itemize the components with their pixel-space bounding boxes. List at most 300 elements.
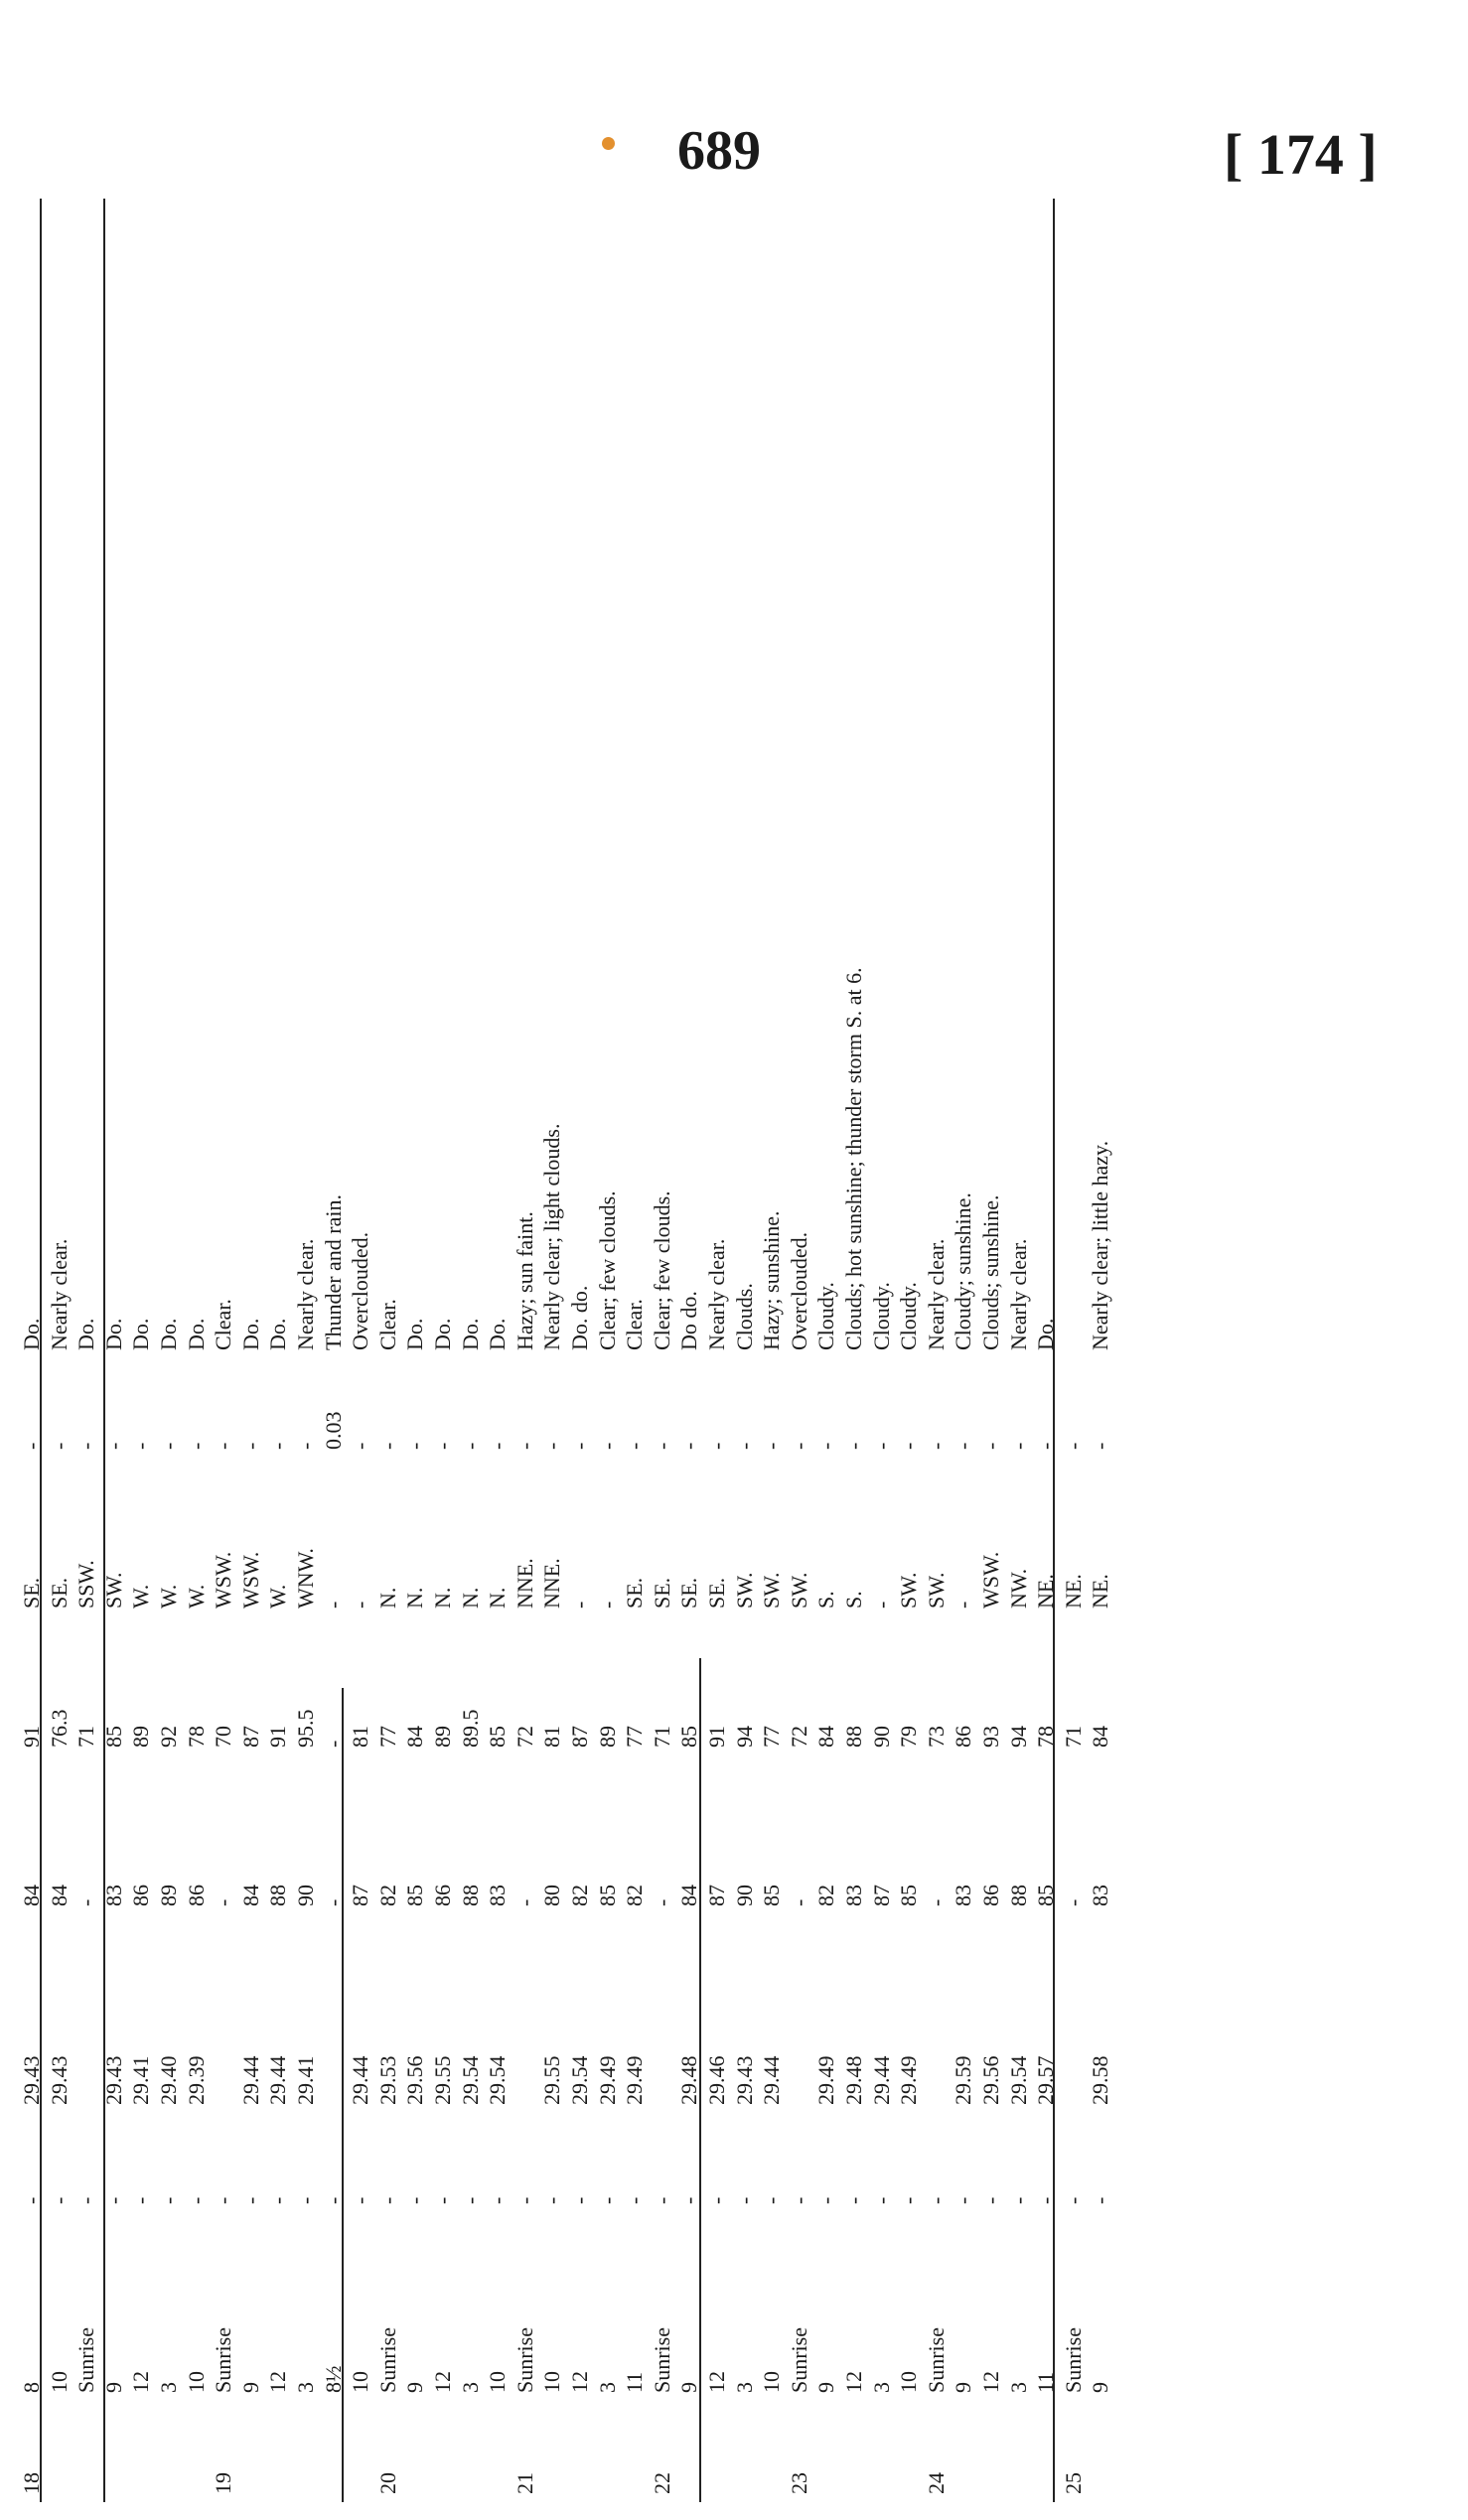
cell-rain: - [731, 1442, 757, 1450]
cell-wind: N. [374, 1587, 400, 1609]
cell-weather: Do. [402, 1318, 428, 1350]
page-number: 689 [677, 120, 761, 182]
cell-rain: - [374, 1442, 400, 1450]
cell-rain: - [293, 1442, 318, 1450]
cell-barometer: 29.54 [567, 2055, 592, 2105]
cell-rain: - [237, 1442, 263, 1450]
cell-therm-mark: - [430, 2196, 455, 2204]
cell-wind: N. [457, 1587, 483, 1609]
cell-t-in: - [786, 1898, 811, 1906]
cell-barometer [512, 1966, 539, 2105]
table-row [100, 199, 128, 2502]
cell-weather: Do. [430, 1318, 455, 1350]
cell-t-out: 81 [539, 1726, 565, 1748]
cell-day: 18 [19, 2472, 44, 2494]
cell-barometer: 29.40 [156, 2055, 181, 2105]
cell-wind: SE. [649, 1577, 674, 1609]
cell-barometer: 29.59 [951, 2055, 976, 2105]
cell-t-in: 85 [594, 1885, 620, 1906]
cell-t-out: 84 [1088, 1726, 1113, 1748]
cell-barometer: 29.56 [402, 2055, 428, 2105]
cell-rain: - [923, 1442, 949, 1450]
cell-barometer: 29.56 [978, 2055, 1003, 2105]
cell-t-out: 88 [841, 1726, 866, 1748]
cell-rain: - [759, 1442, 785, 1450]
cell-t-in: - [73, 1898, 99, 1906]
cell-t-in: 90 [731, 1885, 757, 1906]
cell-therm-mark: - [457, 2196, 483, 2204]
table-row [538, 199, 566, 2502]
cell-t-in: 90 [293, 1885, 318, 1906]
cell-therm-mark: - [293, 2196, 318, 2204]
cell-t-out: 78 [183, 1726, 209, 1748]
cell-therm-mark: - [539, 2196, 565, 2204]
cell-therm-mark: - [676, 2196, 702, 2204]
cell-t-out: - [320, 1740, 346, 1748]
cell-t-out: 91 [265, 1726, 291, 1748]
cell-day [731, 2405, 759, 2494]
cell-rain: - [430, 1442, 455, 1450]
table-row [374, 199, 402, 2502]
cell-t-out: 85 [100, 1726, 126, 1748]
cell-wind: WSW. [237, 1551, 263, 1609]
cell-wind: NE. [1060, 1574, 1086, 1609]
cell-time: Sunrise [1060, 2327, 1086, 2393]
cell-day [594, 2405, 622, 2494]
cell-barometer: 29.44 [237, 2055, 263, 2105]
cell-weather: Do. [265, 1318, 291, 1350]
cell-barometer [786, 1966, 813, 2105]
cell-t-out: 90 [868, 1726, 894, 1748]
cell-therm-mark: - [649, 2196, 674, 2204]
cell-t-in: 86 [978, 1885, 1003, 1906]
cell-day [621, 2405, 649, 2494]
cell-day: 19 [211, 2472, 236, 2494]
cell-barometer [1060, 1966, 1088, 2105]
cell-time: 10 [348, 2371, 373, 2393]
cell-time: 12 [430, 2371, 455, 2393]
cell-wind: N. [402, 1587, 428, 1609]
cell-t-in: 86 [128, 1885, 154, 1906]
cell-weather: Thunder and rain. [320, 1194, 346, 1350]
cell-barometer: 29.54 [485, 2055, 511, 2105]
cell-day [758, 2405, 786, 2494]
cell-time: 9 [100, 2382, 126, 2393]
cell-wind: SW. [759, 1572, 785, 1609]
cell-therm-mark: - [567, 2196, 592, 2204]
cell-therm-mark: - [402, 2196, 428, 2204]
cell-t-out: 85 [676, 1726, 702, 1748]
cell-wind: W. [128, 1584, 154, 1609]
cell-t-in: 87 [704, 1885, 729, 1906]
cell-therm-mark: - [951, 2196, 976, 2204]
cell-barometer: 29.43 [100, 2055, 126, 2105]
cell-day: 24 [923, 2472, 949, 2494]
cell-time: 10 [183, 2371, 209, 2393]
cell-t-in: 84 [19, 1885, 44, 1906]
table-row [155, 199, 183, 2502]
cell-t-out: 81 [348, 1726, 373, 1748]
cell-t-out: 76.3 [46, 1709, 72, 1748]
cell-rain: - [46, 1442, 72, 1450]
table-row [18, 199, 46, 2502]
cell-therm-mark: - [731, 2196, 757, 2204]
cell-therm-mark: - [265, 2196, 291, 2204]
cell-day [155, 2405, 183, 2494]
ink-dot [602, 137, 615, 150]
cell-barometer: 29.43 [46, 2055, 72, 2105]
cell-t-out: 72 [512, 1726, 537, 1748]
cell-t-out: 87 [567, 1726, 592, 1748]
cell-rain: - [211, 1442, 236, 1450]
cell-day [950, 2405, 977, 2494]
table-row [675, 199, 703, 2502]
cell-weather: Do do. [676, 1291, 702, 1350]
cell-rain: - [813, 1442, 839, 1450]
cell-t-out: 89 [128, 1726, 154, 1748]
cell-barometer: 29.55 [539, 2055, 565, 2105]
cell-time: Sunrise [374, 2327, 400, 2393]
cell-day: 25 [1060, 2472, 1086, 2494]
cell-weather: Do. [128, 1318, 154, 1350]
cell-therm-mark: - [46, 2196, 72, 2204]
cell-t-in: 80 [539, 1885, 565, 1906]
table-row [594, 199, 622, 2502]
table-row [923, 199, 951, 2502]
cell-rain: - [539, 1442, 565, 1450]
cell-day [73, 2405, 100, 2494]
cell-rain: - [265, 1442, 291, 1450]
cell-time: 9 [1088, 2382, 1113, 2393]
cell-weather: Clouds; sunshine. [978, 1194, 1003, 1350]
cell-therm-mark: - [923, 2196, 949, 2204]
cell-therm-mark: - [211, 2196, 236, 2204]
cell-barometer: 29.46 [704, 2055, 729, 2105]
cell-barometer [73, 1966, 100, 2105]
cell-rain: - [100, 1442, 126, 1450]
table-row [210, 199, 237, 2502]
cell-time: 12 [567, 2371, 592, 2393]
cell-time: 12 [704, 2371, 729, 2393]
table-row [264, 199, 292, 2502]
cell-t-out: 93 [978, 1726, 1003, 1748]
cell-t-out: 79 [896, 1726, 922, 1748]
cell-time: 8 [19, 2382, 44, 2393]
table-row [237, 199, 265, 2502]
cell-wind: W. [183, 1584, 209, 1609]
table-row [621, 199, 649, 2502]
cell-day [703, 2405, 731, 2494]
table-row [429, 199, 457, 2502]
cell-rain: - [649, 1442, 674, 1450]
cell-t-out: 84 [402, 1726, 428, 1748]
cell-t-out: 71 [649, 1726, 674, 1748]
cell-time: 12 [128, 2371, 154, 2393]
cell-time: Sunrise [649, 2327, 674, 2393]
cell-time: 3 [868, 2382, 894, 2393]
cell-time: 10 [485, 2371, 511, 2393]
cell-time: Sunrise [786, 2327, 811, 2393]
table-row [1060, 199, 1088, 2502]
cell-wind: NNE. [512, 1558, 537, 1609]
table-row [484, 199, 512, 2502]
cell-wind: WSW. [978, 1551, 1003, 1609]
cell-barometer: 29.48 [676, 2055, 702, 2105]
cell-barometer: 29.54 [457, 2055, 483, 2105]
cell-time: 10 [539, 2371, 565, 2393]
table-row [1087, 199, 1114, 2502]
cell-t-in: 82 [813, 1885, 839, 1906]
cell-barometer: 29.44 [265, 2055, 291, 2105]
cell-rain: - [73, 1442, 99, 1450]
table-row [812, 199, 840, 2502]
cell-t-out: 85 [485, 1726, 511, 1748]
cell-time: 10 [896, 2371, 922, 2393]
cell-weather: Overclouded. [348, 1231, 373, 1350]
cell-rain: 0.03 [320, 1411, 346, 1450]
cell-day [538, 2405, 566, 2494]
cell-day [812, 2405, 840, 2494]
cell-barometer: 29.41 [293, 2055, 318, 2105]
cell-t-in: 82 [567, 1885, 592, 1906]
cell-t-out: 91 [19, 1726, 44, 1748]
cell-weather: Do. [156, 1318, 181, 1350]
cell-t-in: 83 [485, 1885, 511, 1906]
cell-barometer: 29.48 [841, 2055, 866, 2105]
cell-time: 12 [265, 2371, 291, 2393]
cell-t-out: 77 [759, 1726, 785, 1748]
cell-weather: Do. [183, 1318, 209, 1350]
cell-rain: - [1088, 1442, 1113, 1450]
table-row [731, 199, 759, 2502]
cell-wind: SE. [622, 1577, 648, 1609]
cell-day [127, 2405, 155, 2494]
cell-day [484, 2405, 512, 2494]
cell-day [401, 2405, 429, 2494]
cell-t-out: 86 [951, 1726, 976, 1748]
cell-t-out: 95.5 [293, 1709, 318, 1748]
cell-weather: Do. [457, 1318, 483, 1350]
cell-therm-mark: - [128, 2196, 154, 2204]
cell-t-out: 87 [237, 1726, 263, 1748]
cell-wind: - [320, 1601, 346, 1609]
cell-t-out: 71 [1060, 1726, 1086, 1748]
cell-day [183, 2405, 211, 2494]
cell-wind: SW. [923, 1572, 949, 1609]
cell-therm-mark: - [73, 2196, 99, 2204]
cell-t-in: 83 [951, 1885, 976, 1906]
table-row [457, 199, 485, 2502]
cell-rain: - [978, 1442, 1003, 1450]
cell-day [429, 2405, 457, 2494]
cell-therm-mark: - [348, 2196, 373, 2204]
cell-time: 9 [676, 2382, 702, 2393]
cell-time: 3 [457, 2382, 483, 2393]
cell-t-in: - [211, 1898, 236, 1906]
cell-t-out: 73 [923, 1726, 949, 1748]
cell-wind: W. [265, 1584, 291, 1609]
table-row [950, 199, 977, 2502]
cell-wind: N. [485, 1587, 511, 1609]
cell-t-in: 88 [1005, 1885, 1031, 1906]
cell-barometer [320, 1966, 348, 2105]
cell-day: 22 [649, 2472, 674, 2494]
cell-barometer: 29.55 [430, 2055, 455, 2105]
cell-t-in: - [1060, 1898, 1086, 1906]
cell-t-in: 85 [1033, 1885, 1059, 1906]
cell-weather: Do. [100, 1318, 126, 1350]
cell-day [868, 2405, 896, 2494]
cell-rain: - [841, 1442, 866, 1450]
cell-barometer: 29.53 [374, 2055, 400, 2105]
cell-wind: NNE. [539, 1558, 565, 1609]
cell-day [1005, 2405, 1033, 2494]
cell-rain: - [512, 1442, 537, 1450]
cell-t-out: 89 [594, 1726, 620, 1748]
table-row [977, 199, 1005, 2502]
cell-time: 3 [731, 2382, 757, 2393]
cell-time: 11 [1033, 2371, 1059, 2393]
cell-wind: SE. [46, 1577, 72, 1609]
cell-weather: Clear. [211, 1299, 236, 1350]
cell-rain: - [896, 1442, 922, 1450]
cell-t-in: 87 [348, 1885, 373, 1906]
cell-t-out: 92 [156, 1726, 181, 1748]
cell-time: Sunrise [512, 2327, 537, 2393]
cell-day: 20 [374, 2472, 400, 2494]
cell-day [566, 2405, 594, 2494]
table-row [840, 199, 868, 2502]
cell-day [264, 2405, 292, 2494]
cell-t-in: 86 [183, 1885, 209, 1906]
cell-rain: - [128, 1442, 154, 1450]
cell-wind: SW. [731, 1572, 757, 1609]
cell-therm-mark: - [19, 2196, 44, 2204]
cell-weather: Cloudy. [868, 1282, 894, 1350]
cell-barometer: 29.43 [731, 2055, 757, 2105]
cell-therm-mark: - [485, 2196, 511, 2204]
cell-t-in: 83 [841, 1885, 866, 1906]
cell-therm-mark: - [1088, 2196, 1113, 2204]
cell-time: Sunrise [211, 2327, 236, 2393]
cell-t-in: - [649, 1898, 674, 1906]
cell-wind: S. [813, 1591, 839, 1609]
page-header [0, 40, 1468, 187]
cell-time: 9 [237, 2382, 263, 2393]
cell-t-in: 85 [402, 1885, 428, 1906]
cell-t-out: 71 [73, 1726, 99, 1748]
table-row [347, 199, 374, 2502]
table-row [1005, 199, 1033, 2502]
cell-barometer: 29.54 [1005, 2055, 1031, 2105]
cell-weather: Do. [237, 1318, 263, 1350]
cell-wind: WNW. [293, 1548, 318, 1609]
table-row [401, 199, 429, 2502]
cell-therm-mark: - [868, 2196, 894, 2204]
cell-time: 3 [594, 2382, 620, 2393]
cell-wind: - [951, 1601, 976, 1609]
cell-time: 3 [1005, 2382, 1031, 2393]
cell-weather: Do. [73, 1318, 99, 1350]
table-row [73, 199, 100, 2502]
cell-day [840, 2405, 868, 2494]
cell-therm-mark: - [594, 2196, 620, 2204]
cell-wind: NE. [1033, 1574, 1059, 1609]
cell-t-out: 72 [786, 1726, 811, 1748]
cell-rain: - [622, 1442, 648, 1450]
cell-t-out: 89 [430, 1726, 455, 1748]
cell-time: 9 [951, 2382, 976, 2393]
cell-weather: Nearly clear; light clouds. [539, 1123, 565, 1350]
cell-weather: Hazy; sunshine. [759, 1210, 785, 1350]
cell-therm-mark: - [374, 2196, 400, 2204]
cell-weather: Clouds; hot sunshine; thunder storm S. at 6. [841, 967, 866, 1350]
cell-t-in: 82 [622, 1885, 648, 1906]
cell-wind: - [567, 1601, 592, 1609]
cell-therm-mark: - [1005, 2196, 1031, 2204]
cell-day: 21 [512, 2472, 537, 2494]
cell-day [675, 2405, 703, 2494]
cell-day [100, 2405, 128, 2494]
cell-weather: Clouds. [731, 1283, 757, 1350]
cell-wind: - [348, 1601, 373, 1609]
cell-barometer: 29.49 [896, 2055, 922, 2105]
cell-barometer: 29.41 [128, 2055, 154, 2105]
cell-barometer: 29.49 [594, 2055, 620, 2105]
cell-weather: Hazy; sun faint. [512, 1211, 537, 1350]
cell-wind: SW. [100, 1572, 126, 1609]
cell-weather: Do. [485, 1318, 511, 1350]
weather-table [0, 199, 1468, 2502]
cell-wind: N. [430, 1587, 455, 1609]
cell-wind: SW. [896, 1572, 922, 1609]
cell-rain: - [402, 1442, 428, 1450]
table-row [46, 199, 73, 2502]
bracket-page-number: [ 174 ] [1224, 122, 1378, 187]
cell-time: 12 [978, 2371, 1003, 2393]
cell-t-out: 91 [704, 1726, 729, 1748]
cell-therm-mark: - [512, 2196, 537, 2204]
cell-day: 23 [786, 2472, 811, 2494]
cell-time: Sunrise [923, 2327, 949, 2393]
cell-day [46, 2405, 73, 2494]
cell-weather: Do. [1033, 1318, 1059, 1350]
cell-t-out: 89.5 [457, 1709, 483, 1748]
cell-t-in: 85 [759, 1885, 785, 1906]
cell-therm-mark: - [156, 2196, 181, 2204]
cell-t-in: - [512, 1898, 537, 1906]
cell-day [1087, 2405, 1114, 2494]
cell-weather: Nearly clear. [704, 1238, 729, 1350]
cell-time: 10 [759, 2371, 785, 2393]
table-row [320, 199, 348, 2502]
rotated-table-container [0, 199, 1468, 2502]
cell-t-in: 87 [868, 1885, 894, 1906]
cell-barometer: 29.39 [183, 2055, 209, 2105]
cell-t-in: 84 [46, 1885, 72, 1906]
cell-barometer [210, 1966, 237, 2105]
table-row [512, 199, 539, 2502]
cell-day [320, 2405, 348, 2494]
cell-therm-mark: - [813, 2196, 839, 2204]
cell-t-in: 88 [265, 1885, 291, 1906]
cell-day [457, 2405, 485, 2494]
cell-rain: - [1060, 1442, 1086, 1450]
cell-therm-mark: - [786, 2196, 811, 2204]
cell-rain: - [704, 1442, 729, 1450]
cell-t-in: 86 [430, 1885, 455, 1906]
cell-barometer [923, 1966, 951, 2105]
